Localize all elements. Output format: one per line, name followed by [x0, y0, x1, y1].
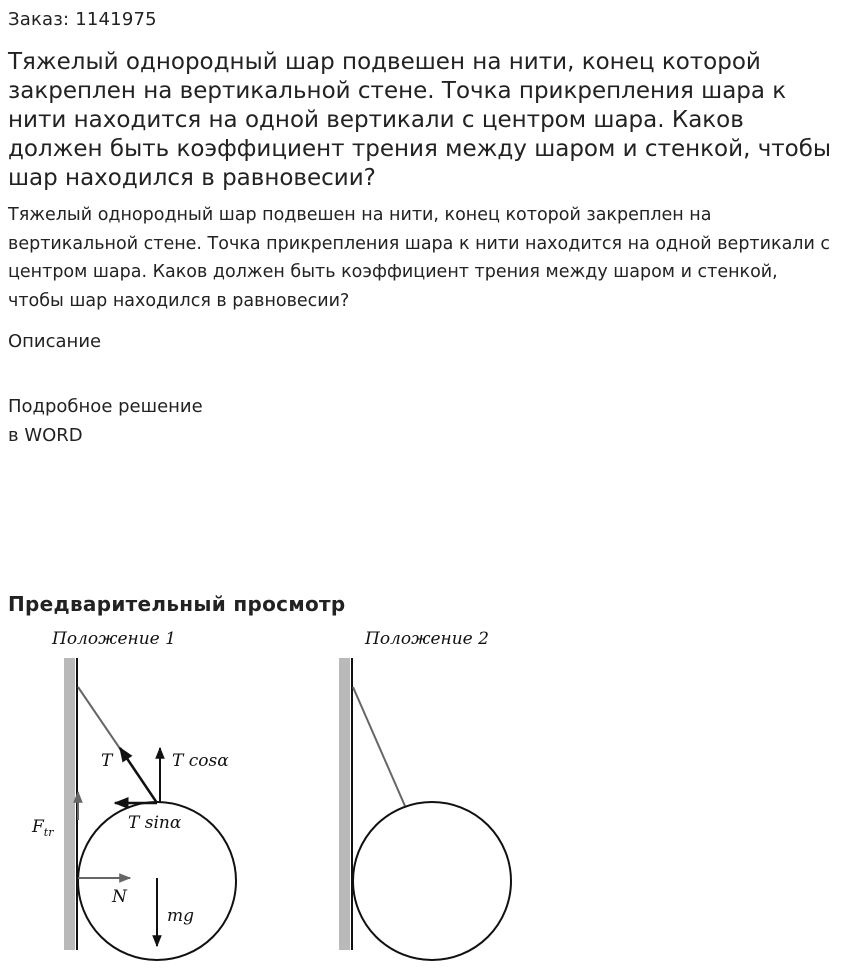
order-number: Заказ: 1141975: [8, 9, 157, 30]
label-T-sin: T sinα: [128, 813, 182, 833]
position-1-label: Положение 1: [52, 629, 176, 649]
wall-2: [339, 658, 350, 950]
preview-title: Предварительный просмотр: [8, 592, 346, 616]
wall-1: [64, 658, 75, 950]
problem-text: Тяжелый однородный шар подвешен на нити, конец которой закреплен на вертикальной стене. Точка прикрепления шара к нити находится на одной вертикали с центром шара. Каков должен быть коэффициент трения между шаром и стенкой, чтобы шар находился в равновесии?: [8, 205, 831, 311]
description-line-2: в WORD: [8, 425, 83, 446]
preview-figure: [0, 620, 560, 965]
label-F-tr: $F_{tr}$: [32, 817, 54, 839]
label-T-cos: T cosα: [172, 751, 229, 771]
thread-2: [353, 687, 405, 806]
description-line-1: Подробное решение: [8, 396, 203, 417]
ball-2: [353, 802, 511, 960]
tension-arrow: [120, 748, 157, 803]
label-T: T: [101, 751, 113, 771]
label-mg: mg: [167, 906, 195, 926]
position-2-label: Положение 2: [365, 629, 489, 649]
description-label: Описание: [8, 331, 102, 352]
description-body: [8, 392, 203, 450]
problem-title: Тяжелый однородный шар подвешен на нити, конец которой закреплен на вертикальной стене. Точка прикрепления шара к нити находится на одной вертикали с центром шара. Каков должен быть коэффициент трения между шаром и стенкой, чтобы шар находился в равновесии?: [8, 49, 832, 191]
label-N: N: [112, 887, 127, 907]
